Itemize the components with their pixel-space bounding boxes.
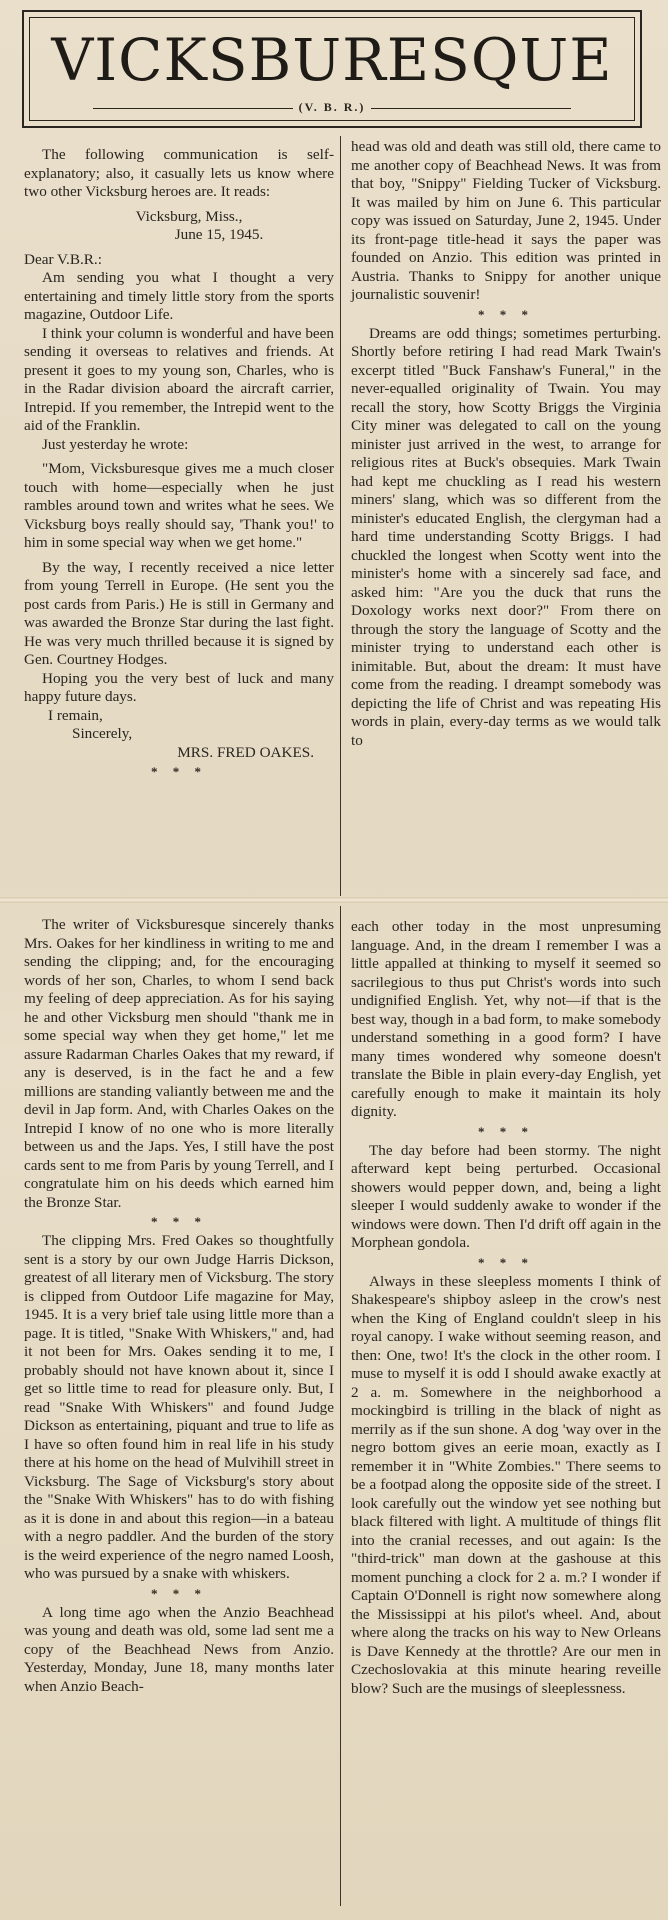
paragraph: head was old and death was still old, there came to me another copy of Beachhead News. It was from that boy, "Snippy" Fielding Tucker of Vicksburg. It was mailed by him on June 6. This particular copy was issued on Saturday, June 2, 1945. Under its front-page title-head it says the paper was founded on Anzio. This edition was printed in Austria. Thanks to Snippy for another unique journalistic souvenir!: [351, 138, 661, 303]
paragraph: The following communication is self-explanatory; also, it casually lets us know where two other Vicksburg heroes are. It reads:: [24, 146, 334, 200]
section-divider: * * *: [478, 306, 534, 322]
masthead-title: VICKSBURESQUE: [51, 26, 613, 94]
quoted-letter: "Mom, Vicksburesque gives me a much closer touch with home—especially when he just rambles around town and writes what he sees. We Vicksburg boys really should say, 'Thank you!' to him in some special way when we get home.": [24, 460, 334, 551]
column-left-bottom: [24, 916, 334, 1696]
paragraph: By the way, I recently received a nice letter from young Terrell in Europe. (He sent you the post cards from Paris.) He is still in Germany and was awarded the Bronze Star during the last fight. He was very much thrilled because it is signed by Gen. Courtney Hodges.: [24, 558, 334, 668]
paragraph: Always in these sleepless moments I think of Shakespeare's shipboy asleep in the crow's nest when the King of England couldn't sleep in his royal canopy. I wake without seeming reason, and then: One, two! It's the clock in the other room. I muse to myself it is odd I should awake exactly at 2 a. m. Somewhere in the neighborhood a mockingbird is trilling in the black of night as merrily as if the sun shone. A dog 'way over in the negro bottom gives an eerie moan, exactly as I remember it in "White Zombies." There seems to be a footpad along the opposite side of the street. I look carefully out the window yet see nothing but black filtered with light. A multitude of things flit into the cranial recesses, and out again: Is the "third-trick" man down at the gashouse at this moment punching a clock for 2 a. m.? I wonder if Captain O'Donnell is right now somewhere along the Mississippi at his pilot's wheel. And, about where along the tracks on his way to New Orleans is Dave Kennedy at the throttle? Are our men in Czechoslovakia at this minute hearing reveille blow? Such are the musings of sleeplessness.: [351, 1272, 661, 1697]
masthead: [22, 10, 642, 128]
paragraph: each other today in the most unpresuming language. And, in the dream I remember I was a little appalled at thinking to myself it seemed so sacrilegious to thus put Christ's words into such undignified English. Yet, why not—if that is the best way, though in a bad form, to make somebody understand something in a good form? I have many times wondered why someone doesn't translate the Bible in plain every-day English, yet carefully enough to make it maintain its holy dignity.: [351, 918, 661, 1120]
paragraph: A long time ago when the Anzio Beachhead was young and death was old, some lad sent me a copy of the Beachhead News from Anzio. Yesterday, Monday, June 18, many months later when Anzio Beach-: [24, 1603, 334, 1695]
section-divider: * * *: [151, 764, 207, 779]
section-divider: * * *: [151, 1585, 207, 1601]
closing: I remain,: [48, 706, 103, 724]
paragraph: The clipping Mrs. Fred Oakes so thoughtfully sent is a story by our own Judge Harris Dickson, greatest of all literary men of Vicksburg. The story is clipped from Outdoor Life magazine for May, 1945. It is a very brief tale using little more than a page. It is titled, "Snake With Whiskers," and, had it not been for Mrs. Oakes sending it to me, I probably should not have known about it, since I get so little time to read for pleasure only. But, I read "Snake With Whiskers" and found Judge Dickson as entertaining, piquant and true to life as I have so often found him in real life in his study there at his home on the head of Mulvihill street in Vicksburg. The Sage of Vicksburg's story about the "Snake With Whiskers" has to do with fishing as it is done in and about this region—in a bateau with a negro paddler. And the burden of the story is the weird experience of the negro named Loosh, who was pursued by a snake with whiskers.: [24, 1232, 334, 1582]
column-right-top: [351, 138, 661, 750]
paragraph: Dreams are odd things; sometimes perturbing. Shortly before retiring I had read Mark Twain's excerpt titled "Buck Fanshaw's Funeral," in the never-equalled originality of Twain. You may recall the story, how Scotty Briggs the Virginia City miner was delegated to call on the young minister just arrived in the west, to arrange for religious rites at Buck's obsequies. Mark Twain had kept me chuckling as I read his western miners' slang, which was so different from the minister's educated English, the clergyman had a hard time understanding Scotty Briggs. I had chuckled the longest when Scotty went into the minister's home with a sincerely sad face, and asked him: "Are you the duck that runs the Doxology works next door?" From there on through the story the language of Scotty and the minister trying to understand each other is inimitable. But, about the dream: It must have come from the reading. I dreampt somebody was depicting the life of Christ and was repeating His words in plain, every-day terms as we would talk to: [351, 324, 661, 749]
paragraph: Am sending you what I thought a very entertaining and timely little story from the sports magazine, Outdoor Life.: [24, 269, 334, 323]
section-divider: * * *: [478, 1254, 534, 1270]
salutation: Dear V.B.R.:: [24, 250, 102, 268]
column-rule-top: [340, 136, 341, 896]
paragraph: The writer of Vicksburesque sincerely thanks Mrs. Oakes for her kindliness in writing to me and sending the clipping; and, for the encouraging words of her son, Charles, to whom I send back my feeling of deep appreciation. As for his saying he and other Vicksburg men should "thank me in some special way when they get home," let me assure Radarman Charles Oakes that my reward, if any is deserved, is in the fact he and a few millions are standing valiantly between me and the devil in Jap form. And, with Charles Oakes on the Intrepid I know of no one who is more literally between us and the Japs. Yes, I still have the post cards sent to me from Paris by young Terrell, and I congratulate him on his deeds which earned him the Bronze Star.: [24, 916, 334, 1211]
paragraph: The day before had been stormy. The night afterward kept being perturbed. Occasional showers would pepper down, and, being a light sleeper I would suddenly awake to wonder if the windows were down. Then I'd drift off again in the Morphean gondola.: [351, 1141, 661, 1251]
column-left-top: [24, 146, 334, 782]
paragraph: I think your column is wonderful and have been sending it overseas to relatives and friends. At present it goes to my young son, Charles, who is in the Radar division aboard the aircraft carrier, Intrepid. If you remember, the Intrepid went to the aid of the Franklin.: [24, 324, 334, 434]
column-rule-bottom: [340, 906, 341, 1906]
masthead-subtitle: (V. B. R.): [24, 100, 640, 115]
paper-fold: [0, 897, 668, 903]
closing: Sincerely,: [72, 725, 133, 742]
paragraph: Hoping you the very best of luck and many happy future days.: [24, 669, 334, 705]
dateline: Vicksburg, Miss.,: [135, 207, 243, 225]
section-divider: * * *: [478, 1123, 534, 1139]
dateline: June 15, 1945.: [174, 226, 264, 243]
section-divider: * * *: [151, 1214, 207, 1229]
paragraph: Just yesterday he wrote:: [42, 435, 189, 453]
signature: MRS. FRED OAKES.: [177, 743, 314, 761]
column-right-bottom: [351, 918, 661, 1698]
